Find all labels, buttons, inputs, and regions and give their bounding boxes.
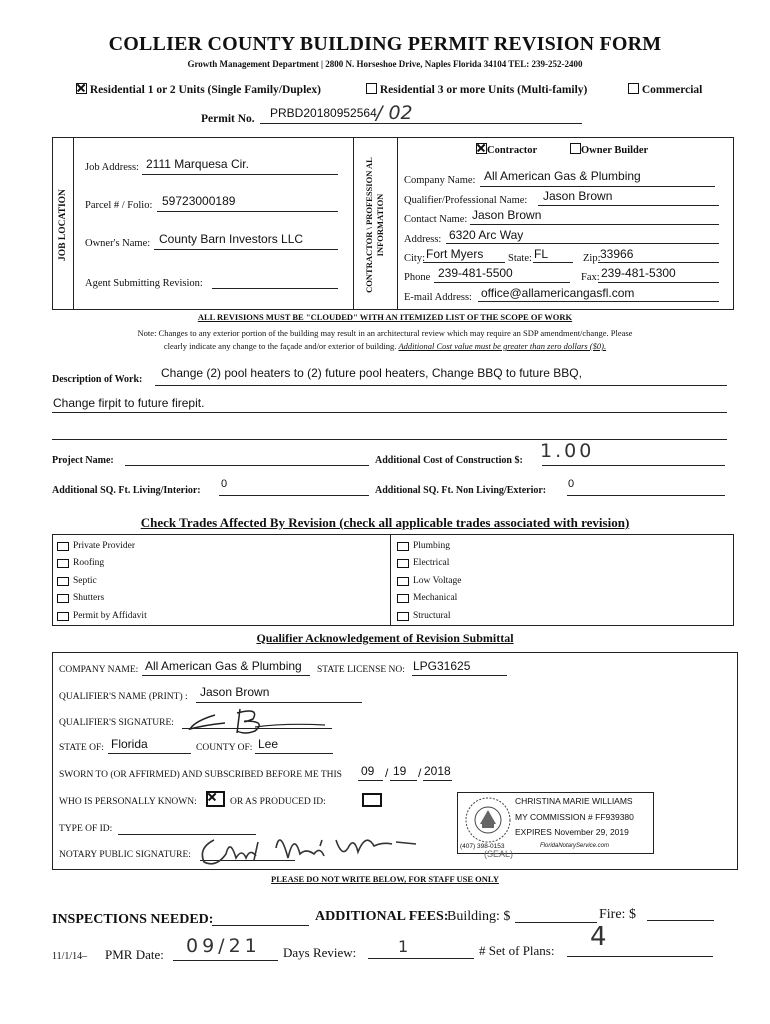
zip-label: Zip:	[583, 253, 601, 264]
checkbox-empty-icon[interactable]	[57, 559, 69, 568]
q-sworn-year[interactable]: 2018	[424, 764, 451, 778]
checkbox-empty-icon[interactable]	[57, 594, 69, 603]
staff-use-heading: PLEASE DO NOT WRITE BELOW, FOR STAFF USE ONLY	[271, 874, 499, 884]
checkbox-empty-icon[interactable]	[570, 143, 581, 154]
stamp-notary-name: CHRISTINA MARIE WILLIAMS	[515, 796, 633, 806]
trade-permit-by-affidavit[interactable]: Permit by Affidavit	[57, 611, 147, 621]
zip-value[interactable]: 33966	[600, 247, 634, 261]
company-name-value[interactable]: All American Gas & Plumbing	[484, 169, 641, 183]
contractor-option[interactable]: Contractor	[476, 143, 537, 156]
q-sworn-label: SWORN TO (OR AFFIRMED) AND SUBSCRIBED BEFORE ME THIS	[59, 770, 342, 780]
city-label: City:	[404, 253, 426, 264]
description-line-1[interactable]: Change (2) pool heaters to (2) future pool heaters, Change BBQ to future BBQ,	[161, 366, 582, 380]
checkbox-checked-icon[interactable]	[76, 83, 87, 94]
q-id-type-label: TYPE OF ID:	[59, 824, 113, 834]
trades-heading: Check Trades Affected By Revision (check all applicable trades associated with revision)	[140, 515, 630, 530]
permit-no-handwritten: / 02	[376, 102, 413, 124]
checkbox-empty-icon[interactable]	[57, 612, 69, 621]
q-notary-sig-label: NOTARY PUBLIC SIGNATURE:	[59, 850, 191, 860]
trade-shutters[interactable]: Shutters	[57, 593, 104, 603]
note-line-1: Note: Changes to any exterior portion of the building may result in an architectural review which may require an SDP amendment/change. Please	[137, 328, 633, 338]
qualifier-name-value[interactable]: Jason Brown	[543, 189, 613, 203]
personally-known-checkbox[interactable]	[206, 791, 225, 807]
stamp-commission: MY COMMISSION # FF939380	[515, 812, 634, 822]
phone-value[interactable]: 239-481-5500	[438, 266, 513, 280]
q-company-label: COMPANY NAME:	[59, 665, 139, 675]
revisions-heading: ALL REVISIONS MUST BE "CLOUDED" WITH AN ITEMIZED LIST OF THE SCOPE OF WORK	[197, 312, 573, 322]
q-county-label: COUNTY OF:	[196, 743, 253, 753]
state-value[interactable]: FL	[534, 247, 549, 261]
permit-type-commercial[interactable]: Commercial	[628, 83, 702, 96]
project-name-label: Project Name:	[52, 455, 114, 466]
living-sqft-label: Additional SQ. Ft. Living/Interior:	[52, 485, 201, 496]
qualifier-signature	[185, 705, 335, 737]
plans-label: # Set of Plans:	[479, 943, 555, 958]
q-sworn-month[interactable]: 09	[361, 764, 375, 778]
living-sqft-value[interactable]: 0	[221, 478, 228, 490]
contractor-side-label: CONTRACTOR \ PROFESSION AL INFORMATION	[364, 157, 385, 293]
days-review-value[interactable]: 1	[398, 937, 409, 956]
trade-roofing[interactable]: Roofing	[57, 558, 104, 568]
form-date: 11/1/14–	[52, 951, 88, 962]
checkbox-empty-icon[interactable]	[397, 612, 409, 621]
q-license-label: STATE LICENSE NO:	[317, 665, 405, 675]
q-sworn-day[interactable]: 19	[393, 764, 407, 778]
notary-seal-icon	[462, 794, 514, 846]
trades-box	[52, 534, 734, 626]
q-state-value[interactable]: Florida	[111, 737, 148, 751]
email-label: E-mail Address:	[404, 292, 472, 303]
fax-label: Fax:	[581, 272, 600, 283]
form-title: COLLIER COUNTY BUILDING PERMIT REVISION FORM	[108, 33, 662, 55]
cost-value[interactable]: 1.00	[540, 440, 595, 462]
owner-name-value[interactable]: County Barn Investors LLC	[159, 232, 304, 246]
trade-plumbing[interactable]: Plumbing	[397, 541, 450, 551]
job-address-value[interactable]: 2111 Marquesa Cir.	[146, 157, 249, 171]
checkbox-empty-icon[interactable]	[397, 559, 409, 568]
city-value[interactable]: Fort Myers	[426, 247, 484, 261]
trade-electrical[interactable]: Electrical	[397, 558, 449, 568]
date-separator: /	[385, 766, 389, 780]
checkbox-empty-icon[interactable]	[397, 577, 409, 586]
trade-septic[interactable]: Septic	[57, 576, 97, 586]
q-county-value[interactable]: Lee	[258, 737, 279, 751]
plans-value[interactable]: 4	[590, 922, 607, 952]
checkbox-empty-icon[interactable]	[57, 577, 69, 586]
permit-no-value[interactable]: PRBD20180952564	[270, 106, 377, 120]
q-license-value[interactable]: LPG31625	[413, 659, 471, 673]
permit-type-residential-1-2[interactable]: Residential 1 or 2 Units (Single Family/Duplex)	[76, 83, 321, 96]
inspections-label: INSPECTIONS NEEDED:	[52, 912, 214, 927]
qualifier-heading: Qualifier Acknowledgement of Revision Submittal	[256, 631, 514, 645]
q-name-label: QUALIFIER'S NAME (PRINT) :	[59, 692, 188, 702]
checkbox-empty-icon[interactable]	[57, 542, 69, 551]
owner-builder-option[interactable]: Owner Builder	[570, 143, 648, 156]
note-cost-requirement: Additional Cost value must be greater than zero dollars ($0).	[398, 341, 607, 351]
trade-mechanical[interactable]: Mechanical	[397, 593, 457, 603]
checkbox-empty-icon[interactable]	[397, 594, 409, 603]
stamp-service: FloridaNotaryService.com	[540, 843, 610, 849]
q-produced-label: OR AS PRODUCED ID:	[230, 797, 326, 807]
trade-private-provider[interactable]: Private Provider	[57, 541, 135, 551]
company-name-label: Company Name:	[404, 175, 476, 186]
note-line-2: clearly indicate any change to the façade and/or exterior of building. Additional Cost value must be greater than zero dollars ($0).	[163, 341, 607, 351]
q-company-value[interactable]: All American Gas & Plumbing	[145, 659, 302, 673]
date-separator: /	[418, 766, 422, 780]
parcel-label: Parcel # / Folio:	[85, 200, 153, 211]
stamp-seal-text: (SEAL)	[484, 849, 514, 859]
fax-value[interactable]: 239-481-5300	[601, 266, 676, 280]
q-state-label: STATE OF:	[59, 743, 104, 753]
checkbox-checked-icon[interactable]	[476, 143, 487, 154]
description-label: Description of Work:	[52, 374, 143, 385]
email-value[interactable]: office@allamericangasfl.com	[481, 286, 635, 300]
checkbox-empty-icon[interactable]	[397, 542, 409, 551]
nonliving-sqft-label: Additional SQ. Ft. Non Living/Exterior:	[375, 485, 547, 496]
agent-label: Agent Submitting Revision:	[85, 278, 203, 289]
description-line-2[interactable]: Change firpit to future firepit.	[53, 396, 205, 410]
parcel-value[interactable]: 59723000189	[162, 194, 236, 208]
stamp-expires: EXPIRES November 29, 2019	[515, 827, 629, 837]
pmr-date-label: PMR Date:	[105, 947, 164, 962]
job-location-side-label: JOB LOCATION	[58, 189, 68, 261]
job-address-label: Job Address:	[85, 162, 139, 173]
state-label: State:	[508, 253, 532, 264]
trade-structural[interactable]: Structural	[397, 611, 450, 621]
permit-no-label: Permit No.	[201, 113, 255, 125]
address-label: Address:	[404, 234, 442, 245]
produced-id-checkbox[interactable]	[362, 793, 382, 807]
notary-signature	[196, 818, 421, 873]
fees-label: ADDITIONAL FEES:	[315, 909, 449, 924]
phone-label: Phone	[404, 272, 431, 283]
permit-type-residential-3-plus[interactable]: Residential 3 or more Units (Multi-family)	[366, 83, 587, 96]
pmr-date-value[interactable]: 09/21	[186, 935, 261, 957]
trade-low-voltage[interactable]: Low Voltage	[397, 576, 461, 586]
contact-name-value[interactable]: Jason Brown	[472, 208, 542, 222]
nonliving-sqft-value[interactable]: 0	[568, 478, 575, 490]
q-name-value[interactable]: Jason Brown	[200, 685, 270, 699]
checkbox-empty-icon[interactable]	[366, 83, 377, 94]
q-signature-label: QUALIFIER'S SIGNATURE:	[59, 718, 174, 728]
checkbox-empty-icon[interactable]	[628, 83, 639, 94]
fire-fee-label: Fire: $	[599, 907, 636, 922]
building-fee-label: Building: $	[447, 909, 511, 924]
owner-name-label: Owner's Name:	[85, 238, 151, 249]
stamp-phone: (407) 398-0153	[460, 843, 505, 850]
cost-label: Additional Cost of Construction $:	[375, 455, 523, 466]
form-subtitle: Growth Management Department | 2800 N. Horseshoe Drive, Naples Florida 34104 TEL: 239-252-2400	[187, 59, 583, 69]
address-value[interactable]: 6320 Arc Way	[449, 228, 524, 242]
qualifier-name-label: Qualifier/Professional Name:	[404, 195, 528, 206]
q-known-label: WHO IS PERSONALLY KNOWN:	[59, 797, 197, 807]
contact-name-label: Contact Name:	[404, 214, 468, 225]
days-review-label: Days Review:	[283, 945, 357, 960]
